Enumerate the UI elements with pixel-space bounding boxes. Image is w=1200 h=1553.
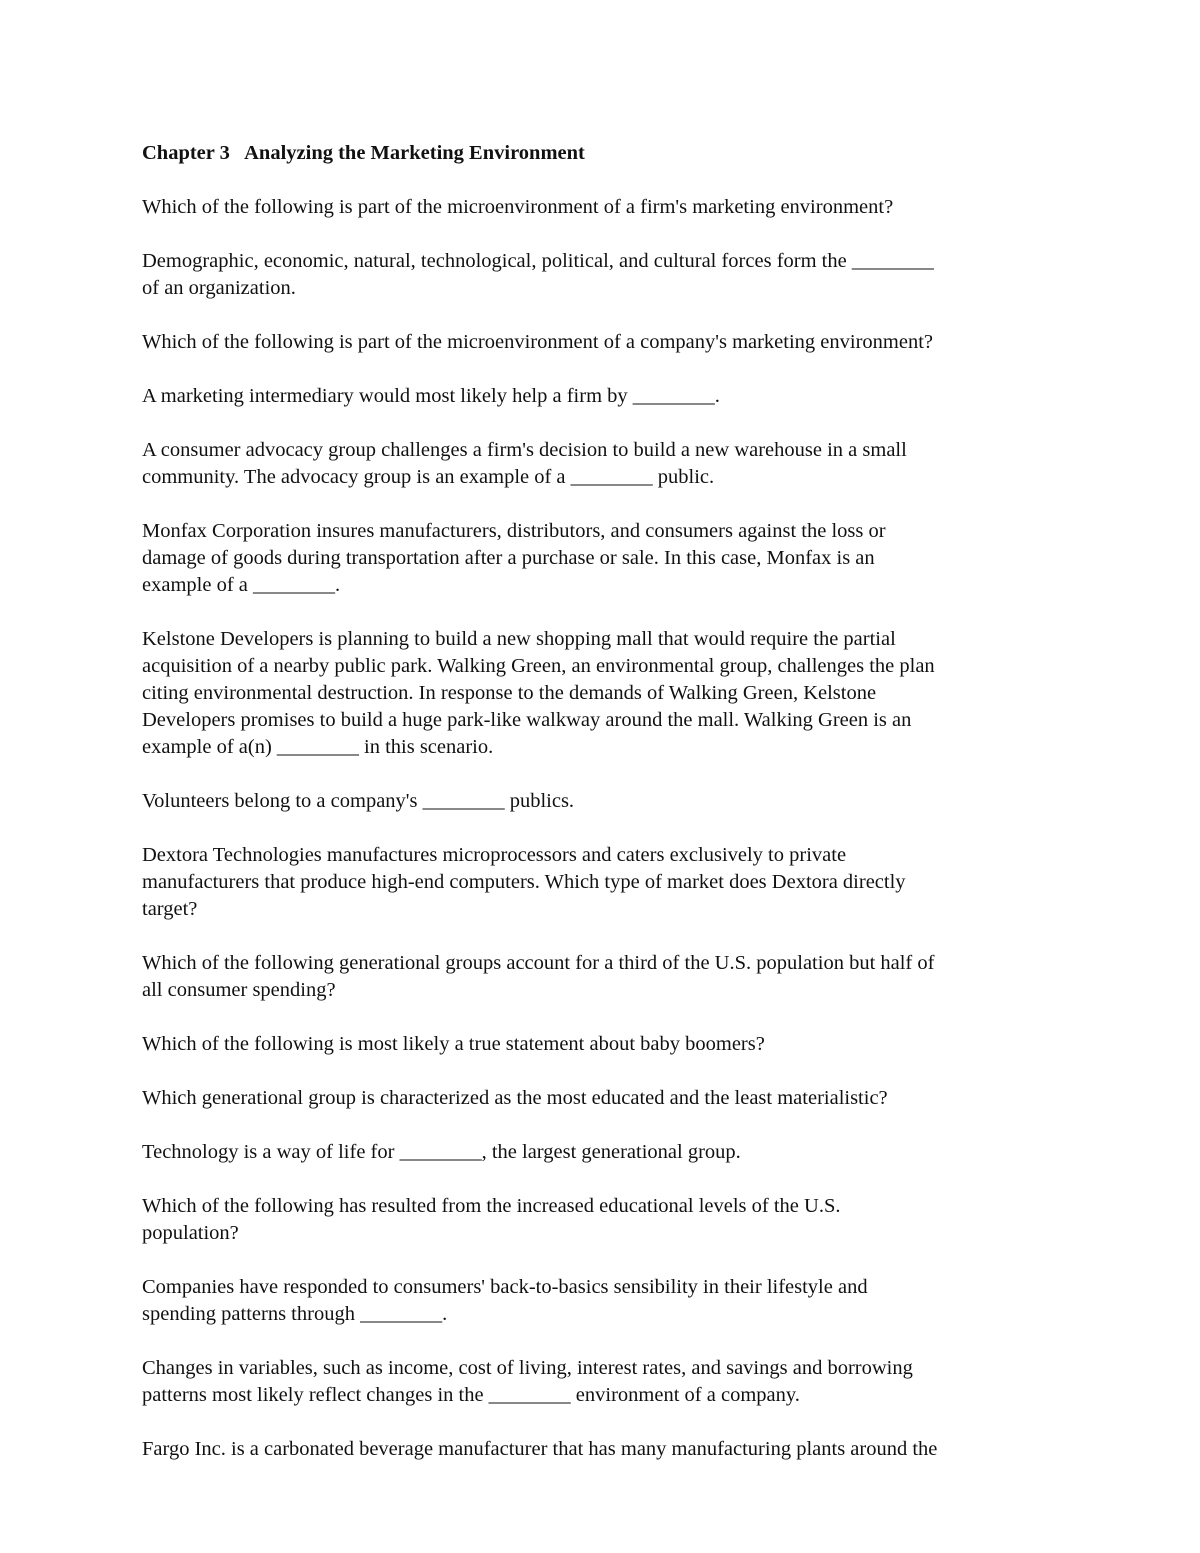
question-text-line: example of a ________. — [142, 574, 341, 596]
question-text-line: Which of the following has resulted from the increased educational levels of the U.S. — [142, 1195, 841, 1217]
question-item — [142, 1193, 1072, 1247]
question-item — [142, 1031, 1072, 1058]
question-text-line: patterns most likely reflect changes in the ________ environment of a company. — [142, 1384, 800, 1406]
question-text-line: population? — [142, 1222, 239, 1244]
question-item — [142, 383, 1072, 410]
question-text-line: of an organization. — [142, 277, 296, 299]
question-text-line: community. The advocacy group is an example of a ________ public. — [142, 466, 715, 488]
question-text-line: Kelstone Developers is planning to build a new shopping mall that would require the partial — [142, 628, 896, 650]
question-item — [142, 329, 1072, 356]
question-text-line: Developers promises to build a huge park-like walkway around the mall. Walking Green is an — [142, 709, 912, 731]
question-item — [142, 248, 1072, 302]
question-item — [142, 788, 1072, 815]
question-text-line: Demographic, economic, natural, technological, political, and cultural forces form the ________ — [142, 250, 934, 272]
question-item — [142, 1436, 1072, 1463]
question-text-line: acquisition of a nearby public park. Walking Green, an environmental group, challenges the plan — [142, 655, 935, 677]
question-text-line: Which of the following is part of the microenvironment of a firm's marketing environment? — [142, 196, 894, 218]
question-text-line: Which of the following is most likely a true statement about baby boomers? — [142, 1033, 765, 1055]
question-list — [142, 194, 1072, 1463]
question-item — [142, 1274, 1072, 1328]
question-text-line: example of a(n) ________ in this scenario. — [142, 736, 494, 758]
question-text-line: citing environmental destruction. In response to the demands of Walking Green, Kelstone — [142, 682, 877, 704]
question-item — [142, 1139, 1072, 1166]
question-item — [142, 842, 1072, 923]
question-text-line: target? — [142, 898, 198, 920]
question-text-line: all consumer spending? — [142, 979, 336, 1001]
question-text-line: Which of the following is part of the microenvironment of a company's marketing environment? — [142, 331, 934, 353]
question-text-line: Technology is a way of life for ________, the largest generational group. — [142, 1141, 741, 1163]
question-text-line: Which generational group is characterized as the most educated and the least materialistic? — [142, 1087, 888, 1109]
question-text-line: Monfax Corporation insures manufacturers, distributors, and consumers against the loss or — [142, 520, 886, 542]
question-text-line: A consumer advocacy group challenges a firm's decision to build a new warehouse in a small — [142, 439, 907, 461]
question-text-line: Which of the following generational groups account for a third of the U.S. population but half of — [142, 952, 935, 974]
question-text-line: Volunteers belong to a company's ________ publics. — [142, 790, 575, 812]
question-item — [142, 1355, 1072, 1409]
question-text-line: manufacturers that produce high-end computers. Which type of market does Dextora directly — [142, 871, 906, 893]
question-item — [142, 518, 1072, 599]
question-item — [142, 950, 1072, 1004]
question-item — [142, 626, 1072, 761]
chapter-title: Chapter 3 Analyzing the Marketing Environment — [142, 142, 585, 164]
document-body — [142, 140, 1072, 1490]
question-text-line: Changes in variables, such as income, cost of living, interest rates, and savings and borrowing — [142, 1357, 913, 1379]
question-text-line: Companies have responded to consumers' back-to-basics sensibility in their lifestyle and — [142, 1276, 868, 1298]
question-text-line: A marketing intermediary would most likely help a firm by ________. — [142, 385, 720, 407]
question-item — [142, 194, 1072, 221]
question-text-line: damage of goods during transportation after a purchase or sale. In this case, Monfax is an — [142, 547, 875, 569]
question-item — [142, 437, 1072, 491]
question-text-line: spending patterns through ________. — [142, 1303, 448, 1325]
question-text-line: Dextora Technologies manufactures microprocessors and caters exclusively to private — [142, 844, 847, 866]
question-item — [142, 1085, 1072, 1112]
question-text-line: Fargo Inc. is a carbonated beverage manufacturer that has many manufacturing plants around the — [142, 1438, 938, 1460]
